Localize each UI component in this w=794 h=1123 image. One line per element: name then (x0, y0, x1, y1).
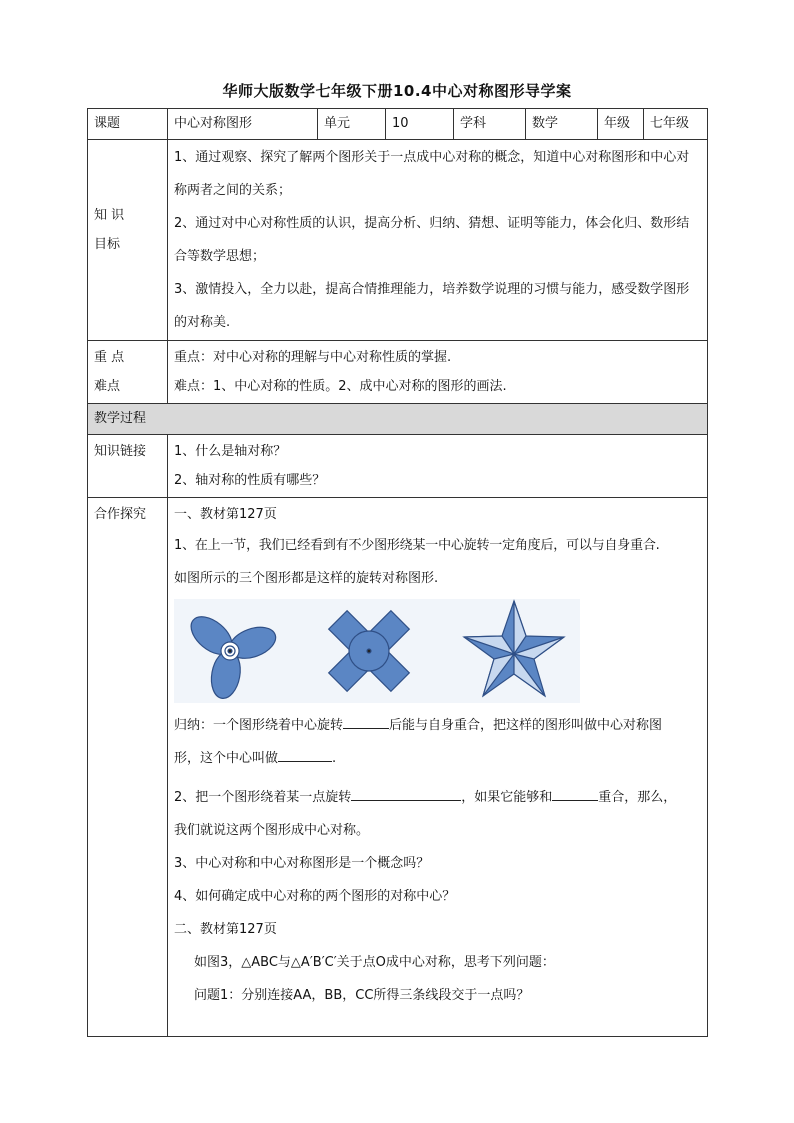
lesson-table (87, 108, 708, 1037)
explore-row (88, 498, 708, 1037)
link-label (88, 435, 168, 498)
summary-blank-2[interactable] (278, 747, 332, 762)
objectives-content (168, 140, 708, 341)
summary-text-d: . (332, 751, 337, 766)
summary-text-c: 形，这个中心叫做 (174, 751, 279, 766)
explore-paragraph-1a: 1、在上一节，我们已经看到有不少图形绕某一中心旋转一定角度后，可以与自身重合. (174, 538, 660, 553)
rotation-symmetry-figure (174, 599, 580, 703)
header-cell-grade-label: 年级 (598, 109, 644, 140)
header-row (88, 109, 708, 140)
summary-text-b: 后能与自身重合，把这样的图形叫做中心对称图 (389, 718, 663, 733)
section-1-heading: 一、教材第127页 (174, 507, 277, 522)
question-4: 4、如何确定成中心对称的两个图形的对称中心？ (174, 889, 456, 904)
process-header-row (88, 404, 708, 435)
p2-blank-1[interactable] (351, 786, 461, 801)
objectives-line: 2、通过对中心对称性质的认识，提高分析、归纳、猜想、证明等能力，体会化归、数形结 (174, 216, 690, 231)
figure-3-prompt: 如图3，△ABC与△A′B′C′关于点O成中心对称，思考下列问题： (194, 955, 555, 970)
header-cell-unit-label: 单元 (318, 109, 386, 140)
objectives-label-line2: 目标 (94, 237, 121, 252)
p2-text-b: ，如果它能够和 (461, 790, 553, 805)
header-cell-subject-label: 学科 (454, 109, 526, 140)
p2-text-a: 2、把一个图形绕着某一点旋转 (174, 790, 352, 805)
link-label-text: 知识链接 (94, 444, 147, 459)
objectives-line: 3、激情投入，全力以赴，提高合情推理能力，培养数学说理的习惯与能力，感受数学图形 (174, 282, 690, 297)
header-cell-topic-label: 课题 (88, 109, 168, 140)
paragraph-2-line-1 (174, 781, 701, 814)
objectives-label-line1: 知 识 (94, 208, 125, 223)
section-2-heading: 二、教材第127页 (174, 922, 277, 937)
explore-label (88, 498, 168, 1037)
key-points-content (168, 341, 708, 404)
header-cell-grade: 七年级 (644, 109, 708, 140)
problem-1: 问题1：分别连接AA，BB，CC所得三条线段交于一点吗？ (194, 988, 530, 1003)
summary-text-a: 归纳：一个图形绕着中心旋转 (174, 718, 344, 733)
objectives-row (88, 140, 708, 341)
p2-text-c: 重合，那么， (598, 790, 677, 805)
objectives-line: 的对称美. (174, 315, 231, 330)
objectives-line: 合等数学思想； (174, 249, 266, 264)
focus-text: 重点：对中心对称的理解与中心对称性质的掌握. (174, 350, 452, 365)
document-title: 华师大版数学七年级下册10.4中心对称图形导学案 (222, 82, 572, 100)
explore-label-text: 合作探究 (94, 507, 147, 522)
process-header: 教学过程 (88, 404, 708, 435)
explore-content (168, 498, 708, 1037)
summary-blank-1[interactable] (343, 714, 389, 729)
key-points-label (88, 341, 168, 404)
key-points-label-line1: 重 点 (94, 350, 125, 365)
link-content (168, 435, 708, 498)
objectives-label (88, 140, 168, 341)
summary-line-2 (174, 742, 701, 775)
key-points-row (88, 341, 708, 404)
header-cell-subject: 数学 (526, 109, 598, 140)
p2-blank-2[interactable] (552, 786, 598, 801)
objectives-line: 称两者之间的关系； (174, 183, 292, 198)
key-points-label-line2: 难点 (94, 379, 121, 394)
link-question-1: 1、什么是轴对称？ (174, 444, 287, 459)
header-cell-unit: 10 (386, 109, 454, 140)
paragraph-2-line-2: 我们就说这两个图形成中心对称。 (174, 823, 370, 838)
difficulty-text: 难点：1、中心对称的性质。2、成中心对称的图形的画法. (174, 379, 507, 394)
question-3: 3、中心对称和中心对称图形是一个概念吗？ (174, 856, 430, 871)
summary-line-1 (174, 709, 701, 742)
link-question-2: 2、轴对称的性质有哪些？ (174, 473, 326, 488)
link-row (88, 435, 708, 498)
objectives-line: 1、通过观察、探究了解两个图形关于一点成中心对称的概念，知道中心对称图形和中心对 (174, 150, 690, 165)
explore-paragraph-1b: 如图所示的三个图形都是这样的旋转对称图形. (174, 571, 439, 586)
header-cell-topic: 中心对称图形 (168, 109, 318, 140)
